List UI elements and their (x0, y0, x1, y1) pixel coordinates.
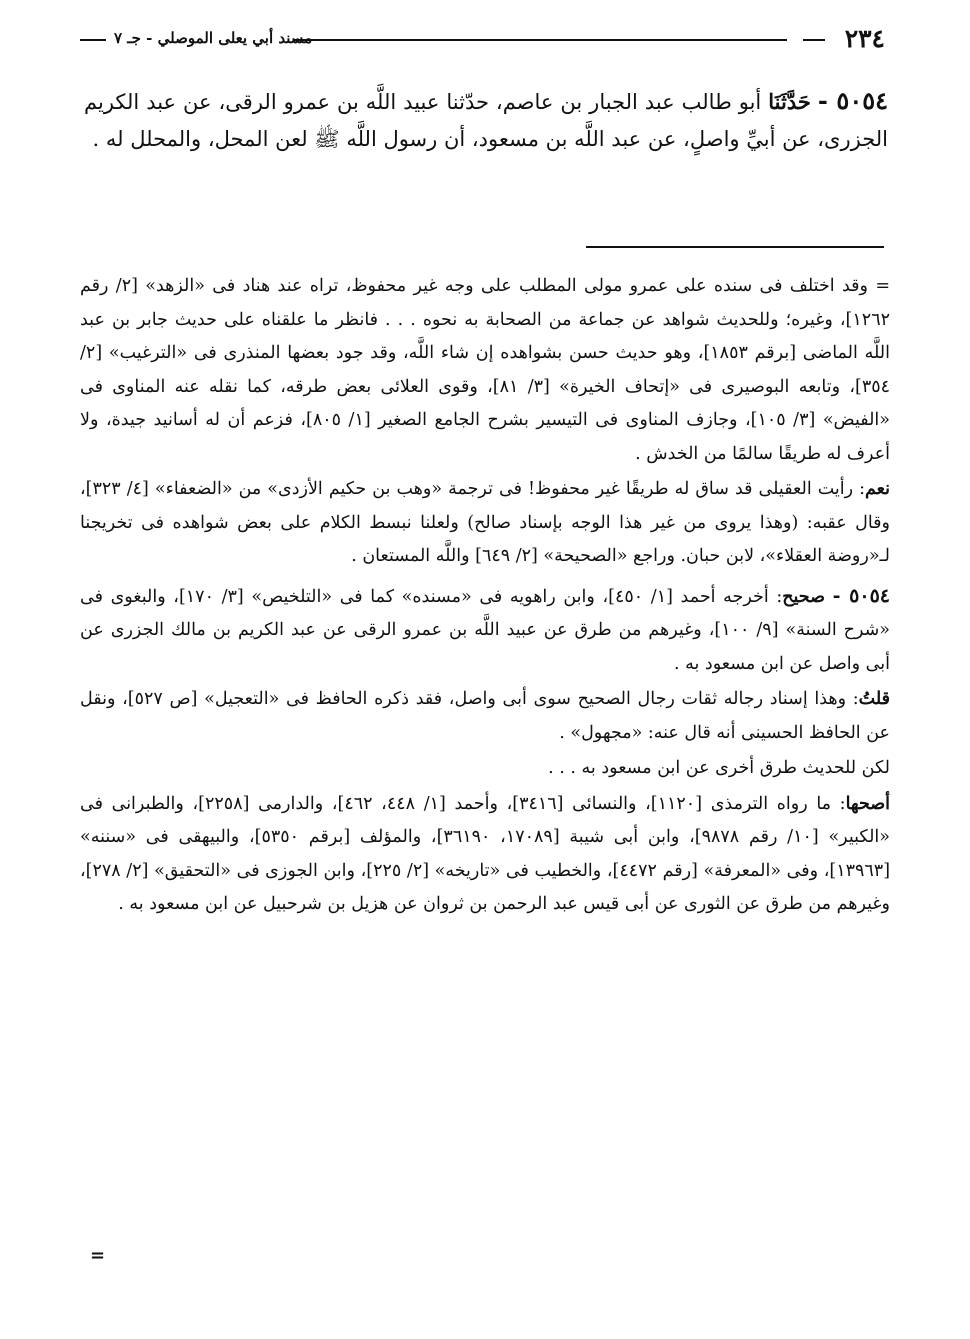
footnote-qultu (80, 683, 890, 750)
page-number: ٢٣٤ (844, 24, 885, 53)
takhrij-body: : أخرجه أحمد [١/ ٤٥٠]، وابن راهويه فى «مسنده» كما فى «التلخيص» [٣/ ١٧٠]، والبغوى فى «شرح السنة» [٩/ ١٠٠]، وغيرهم من طرق عن عبيد اللَّه بن عمرو الرقى عن عبد الكريم بن مالك الجزرى عن أبى واصل عن ابن مسعود به . (80, 586, 890, 674)
hadith-lead: حَدَّثَنَا (768, 89, 811, 114)
ashaha-body: : ما رواه الترمذى [١١٢٠]، والنسائى [٣٤١٦]، وأحمد [١/ ٤٤٨، ٤٦٢]، والدارمى [٢٢٥٨]، والطبرانى فى «الكبير» [١٠/ رقم ٩٨٧٨]، وابن أبى شيبة [١٧٠٨٩، ٣٦١٩٠]، والمؤلف [برقم ٥٣٥٠]، والبيهقى فى «سننه» [١٣٩٦٣]، وفى «المعرفة» [رقم ٤٤٧٢]، والخطيب فى «تاريخه» [٢/ ٢٢٥]، وابن الجوزى فى «التحقيق» [٢/ ٢٧٨]، وغيرهم من طرق عن الثورى عن أبى قيس عبد الرحمن بن ثروان عن هزيل بن شرحبيل عن ابن مسعود به . (80, 793, 891, 914)
footnote-other-routes: لكن للحديث طرق أخرى عن ابن مسعود به . . . (548, 758, 890, 778)
takhrij-number: ٥٠٥٤ - (832, 584, 890, 607)
keyword-qultu: قلتُ (858, 689, 890, 709)
hadith-text (84, 82, 888, 158)
hadith-body: أبو طالب عبد الجبار بن عاصم، حدّثنا عبيد اللَّه بن عمرو الرقى، عن عبد الكريم الجزرى، عن أبيِّ واصلٍ، عن عبد اللَّه بن مسعود، أن رسول اللَّه ﷺ لعن المحل، والمحلل له . (84, 90, 888, 151)
footnote-separator (586, 246, 884, 248)
keyword-naam: نعم (865, 479, 890, 499)
running-header (80, 24, 885, 54)
footnote-naam-body: : رأيت العقيلى قد ساق له طريقًا غير محفوظ! فى ترجمة «وهب بن حكيم الأزدى» من «الضعفاء» [٤/ ٣٢٣]، وقال عقبه: (وهذا يروى من غير هذا الوجه بإسناد صالح) ولعلنا نبسط الكلام على بعض شواهده فى تخريجنا لـ«روضة العقلاء»، لابن حبان. وراجع «الصحيحة» [٢/ ٦٤٩] واللَّه المستعان . (80, 479, 890, 566)
qultu-body: : وهذا إسناد رجاله ثقات رجال الصحيح سوى أبى واصل، فقد ذكره الحافظ فى «التعجيل» [ص ٥٢٧]، ونقل عن الحافظ الحسينى أنه قال عنه: «مجهول» . (80, 689, 890, 743)
keyword-sahih: صحيح (782, 586, 825, 607)
header-dash-left (80, 39, 106, 41)
footnote-takhrij (80, 580, 890, 682)
hadith-paragraph (84, 82, 888, 158)
running-title: مسند أبي يعلى الموصلي - جـ ٧ (114, 29, 313, 47)
hadith-number: ٥٠٥٤ - (817, 86, 888, 115)
keyword-ashaha: أصحها (845, 793, 890, 814)
header-rule (294, 39, 787, 41)
footnote-ashaha (80, 788, 890, 922)
header-dash-right (803, 39, 825, 41)
footnote-naam (80, 473, 890, 574)
footnotes (80, 270, 890, 924)
continuation-mark: = (90, 1245, 106, 1266)
footnote-continued: = وقد اختلف فى سنده على عمرو مولى المطلب على وجه غير محفوظ، تراه عند هناد فى «الزهد» [٢/ رقم ١٢٦٢]، وغيره؛ وللحديث شواهد عن جماعة من الصحابة به نحوه . . . فانظر ما علقناه على حديث جابر بن عبد اللَّه الماضى [برقم ١٨٥٣]، وهو حديث حسن بشواهده إن شاء اللَّه، وقد جود بعضها المنذرى فى «الترغيب» [٢/ ٣٥٤]، وتابعه البوصيرى فى «إتحاف الخيرة» [٣/ ٨١]، وقوى العلائى بعض طرقه، كما نقله عنه المناوى فى «الفيض» [٣/ ١٠٥]، وجازف المناوى فى التيسير بشرح الجامع الصغير [١/ ٨٠٥]، فزعم أن له أسانيد جيدة، ولا أعرف له طريقًا سالمًا من الخدش . (80, 276, 891, 464)
